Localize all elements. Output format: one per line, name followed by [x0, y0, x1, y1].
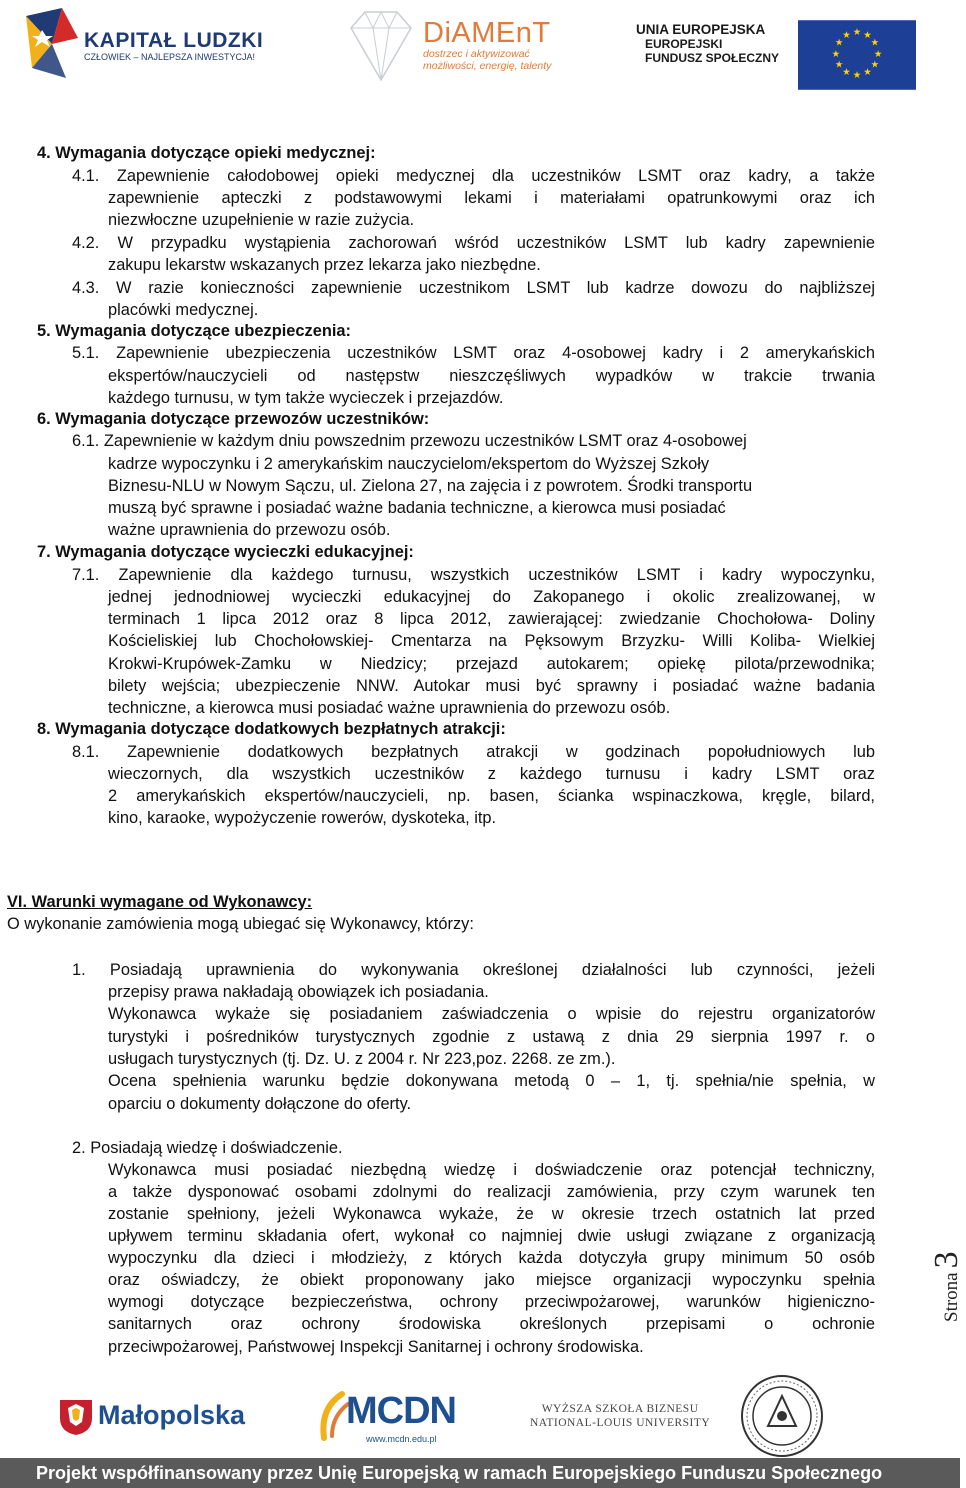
- eu-logo: [636, 22, 926, 82]
- para-6-1-line: 6.1. Zapewnienie w każdym dniu powszednim przewozu uczestników LSMT oraz 4-osobowej: [72, 432, 747, 450]
- condition-2-line: wypoczynku dla dzieci i młodzieży, z których każda dotyczyła grupy minimum 50 osób: [108, 1249, 875, 1267]
- diament-logo: [343, 6, 603, 86]
- condition-1-line: 1. Posiadają uprawnienia do wykonywania określonej działalności lub czynności, jeżeli: [72, 961, 875, 979]
- section-8-heading: 8. Wymagania dotyczące dodatkowych bezpłatnych atrakcji:: [37, 720, 506, 738]
- diament-title: DiAMEnT: [423, 17, 551, 49]
- para-6-1-line: ważne uprawnienia do przewozu osób.: [108, 521, 391, 539]
- condition-2-line: Wykonawca musi posiadać niezbędną wiedzę i doświadczenie oraz potencjał techniczny,: [108, 1161, 875, 1179]
- condition-2-line: a także dysponować osobami zdolnymi do realizacji zamówienia, przy czym warunek ten: [108, 1183, 875, 1201]
- malopolska-crest-icon: [58, 1398, 94, 1436]
- para-6-1-line: muszą być sprawne i posiadać ważne badania techniczne, a kierowca musi posiadać: [108, 499, 726, 517]
- svg-text:★: ★: [873, 49, 883, 61]
- para-7-1-line: techniczne, a kierowca musi posiadać ważne uprawnienia do przewozu osób.: [108, 699, 671, 717]
- section-vi-intro: O wykonanie zamówienia mogą ubiegać się Wykonawcy, którzy:: [7, 915, 474, 933]
- kapital-ludzki-title: KAPITAŁ LUDZKI: [84, 29, 264, 52]
- eu-line3: FUNDUSZ SPOŁECZNY: [645, 51, 780, 65]
- mcdn-text: MCDN: [346, 1390, 456, 1432]
- svg-text:★: ★: [842, 30, 851, 42]
- para-7-1-line: bilety wejścia; ubezpieczenie NNW. Autokar musi być sprawny i posiadać ważne badania: [108, 677, 875, 695]
- condition-1-line: przepisy prawa nakładają obowiązek ich posiadania.: [108, 983, 489, 1001]
- svg-text:★: ★: [852, 70, 862, 82]
- condition-2-line: sanitarnych oraz ochrony środowiska określonych przepisami o ochronie: [108, 1315, 875, 1333]
- page-footer: [0, 1368, 960, 1488]
- condition-1-line: turystyki i pośredników turystycznych zgodnie z ustawą z dnia 29 sierpnia 1997 r. o: [108, 1028, 875, 1046]
- section-5-heading: 5. Wymagania dotyczące ubezpieczenia:: [37, 322, 351, 340]
- kapital-ludzki-emblem-icon: [22, 8, 82, 80]
- condition-1-line: oparciu o dokumenty dołączone do oferty.: [108, 1095, 412, 1113]
- para-6-1-line: kadrze wypoczynku i 2 amerykańskim nauczycielom/ekspertom do Wyższej Szkoły: [108, 455, 710, 473]
- kapital-ludzki-logo: [22, 8, 272, 80]
- para-4-3-line: placówki medycznej.: [108, 301, 259, 319]
- kapital-ludzki-subtitle: CZŁOWIEK – NAJLEPSZA INWESTYCJA!: [84, 52, 256, 62]
- section-6-heading: 6. Wymagania dotyczące przewozów uczestników:: [37, 410, 430, 428]
- page-header: [0, 0, 960, 92]
- condition-2-line: upływem terminu składania ofert, wykonał co najmniej dwie usługi związane z organizacją: [108, 1227, 875, 1245]
- para-4-3-line: 4.3. W razie konieczności zapewnienie uczestnikom LSMT lub kadrze dowozu do najbliższej: [72, 279, 875, 297]
- condition-2-line: oraz oświadczy, że obiekt proponowany jako miejsce organizacji wypoczynku spełnia: [108, 1271, 875, 1289]
- nlu-line1: WYŻSZA SZKOŁA BIZNESU: [541, 1403, 699, 1415]
- para-8-1-line: kino, karaoke, wypożyczenie rowerów, dyskoteka, itp.: [108, 809, 497, 827]
- para-5-1-line: 5.1. Zapewnienie ubezpieczenia uczestników LSMT oraz 4-osobowej kadry i 2 amerykańskich: [72, 344, 875, 362]
- svg-text:★: ★: [852, 26, 862, 38]
- diament-line1: dostrzec i aktywizować: [423, 48, 530, 60]
- svg-text:★: ★: [863, 67, 872, 79]
- para-6-1-line: Biznesu-NLU w Nowym Sączu, ul. Zielona 27, na zajęcia i z powrotem. Środki transportu: [108, 477, 753, 495]
- para-5-1-line: ekspertów/nauczycieli od następstw nieszczęśliwych wypadków w trakcie trwania: [108, 367, 875, 385]
- para-7-1-line: terminach 1 lipca 2012 oraz 8 lipca 2012, zawierającej: zwiedzanie Chochołowa- Doliny: [108, 610, 875, 628]
- cofinancing-bar: [0, 1458, 960, 1488]
- page-label-number: 3: [928, 1251, 965, 1269]
- university-seal-icon: [740, 1374, 824, 1458]
- svg-text:★: ★: [834, 59, 844, 71]
- diament-line2: możliwości, energię, talenty: [423, 60, 552, 72]
- condition-1-line: Wykonawca wykaże się posiadaniem zaświadczenia o wpisie do rejestru organizatorów: [108, 1005, 875, 1023]
- svg-text:★: ★: [863, 30, 872, 42]
- para-4-1-line: zapewnienie apteczki z podstawowymi lekami i materiałami opatrunkowymi oraz ich: [108, 189, 875, 207]
- svg-text:★: ★: [831, 49, 841, 61]
- section-7-heading: 7. Wymagania dotyczące wycieczki edukacyjnej:: [37, 543, 414, 561]
- para-7-1-line: 7.1. Zapewnienie dla każdego turnusu, wszystkich uczestników LSMT i kadry wypoczynku,: [72, 566, 875, 584]
- svg-text:★: ★: [842, 67, 851, 79]
- para-4-1-line: niezwłoczne uzupełnienie w razie zużycia.: [108, 211, 415, 229]
- svg-text:★: ★: [834, 37, 844, 49]
- section-4-heading: 4. Wymagania dotyczące opieki medycznej:: [37, 144, 376, 162]
- para-8-1-line: wieczornych, dla wszystkich uczestników z każdego turnusu i kadry LSMT oraz: [108, 765, 875, 783]
- para-8-1-line: 8.1. Zapewnienie dodatkowych bezpłatnych atrakcji w godzinach popołudniowych lub: [72, 743, 875, 761]
- para-5-1-line: każdego turnusu, w tym także wycieczek i przejazdów.: [108, 389, 504, 407]
- para-7-1-line: Krokwi-Krupówek-Zamku w Niedzicy; przejazd autokarem; opiekę pilota/przewodnika;: [108, 655, 875, 673]
- eu-line1: UNIA EUROPEJSKA: [636, 22, 766, 37]
- nlu-line2: NATIONAL-LOUIS UNIVERSITY: [530, 1417, 711, 1429]
- cofinancing-text: Projekt współfinansowany przez Unię Europejską w ramach Europejskiego Funduszu Społecznego: [36, 1463, 883, 1483]
- para-8-1-line: 2 amerykańskich ekspertów/nauczycieli, np. basen, ścianka wspinaczkowa, kręgle, bilard,: [108, 787, 875, 805]
- malopolska-text: Małopolska: [98, 1400, 246, 1430]
- para-4-2-line: zakupu lekarstw wskazanych przez lekarza jako niezbędne.: [108, 256, 541, 274]
- condition-1-line: Ocena spełnienia warunku będzie dokonywana metodą 0 – 1, tj. spełnia/nie spełnia, w: [108, 1072, 875, 1090]
- condition-2-line: zostanie spełniony, jeżeli Wykonawca wykaże, że w okresie trzech ostatnich lat przed: [108, 1205, 875, 1223]
- malopolska-logo: [58, 1398, 246, 1441]
- page-label-word: Strona: [941, 1272, 962, 1322]
- svg-text:★: ★: [870, 37, 880, 49]
- para-7-1-line: Kościeliskiej lub Chochołowskiej- Cmentarza na Pęksowym Brzyzku- Willi Koliba- Wielkiej: [108, 632, 875, 650]
- para-7-1-line: jednej jednodniowej wycieczki edukacyjnej do Zakopanego i okolic zrealizowanej, w: [108, 588, 875, 606]
- condition-2-line: przeciwpożarowej, Państwowej Inspekcji Sanitarnej i ochrony środowiska.: [108, 1338, 644, 1356]
- eu-line2: EUROPEJSKI: [645, 37, 723, 51]
- condition-2-line: 2. Posiadają wiedzę i doświadczenie.: [72, 1139, 343, 1157]
- diamond-icon: [343, 6, 419, 86]
- condition-1-line: usługach turystycznych (tj. Dz. U. z 2004 r. Nr 223,poz. 2268. ze zm.).: [108, 1050, 616, 1068]
- page-number-label: [928, 1251, 966, 1322]
- nlu-logo: [530, 1402, 710, 1430]
- para-4-1-line: 4.1. Zapewnienie całodobowej opieki medycznej dla uczestników LSMT oraz kadry, a także: [72, 167, 875, 185]
- eu-flag-icon: [798, 16, 916, 94]
- mcdn-logo: [318, 1388, 488, 1450]
- svg-text:★: ★: [870, 59, 880, 71]
- mcdn-url: www.mcdn.edu.pl: [366, 1434, 437, 1444]
- condition-2-line: wymogi dotyczące bezpieczeństwa, ochrony przeciwpożarowej, warunków higieniczno-: [108, 1293, 875, 1311]
- section-vi-heading: VI. Warunki wymagane od Wykonawcy:: [7, 893, 313, 911]
- para-4-2-line: 4.2. W przypadku wystąpienia zachorowań wśród uczestników LSMT lub kadry zapewnienie: [72, 234, 875, 252]
